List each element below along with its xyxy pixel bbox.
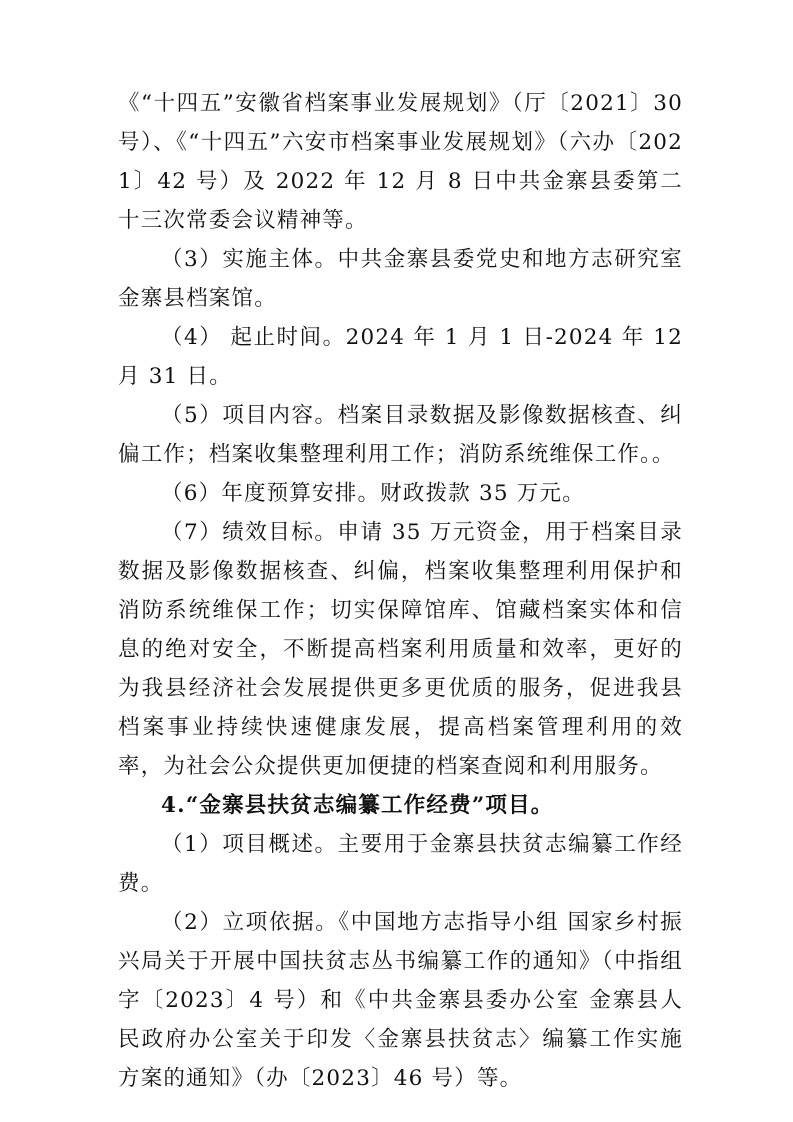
paragraph-implementing-body: （3）实施主体。中共金寨县委党史和地方志研究室金寨县档案馆。 bbox=[118, 247, 683, 311]
paragraph-project-basis: （2）立项依据。《中国地方志指导小组 国家乡村振兴局关于开展中国扶贫志丛书编纂工作的通知》（中指组字〔2023〕4 号）和《中共金寨县委办公室 金寨县人民政府办公室关于印发〈金寨县扶贫志〉编纂工作实施方案的通知》（办〔2023〕46 号）等。 bbox=[118, 910, 683, 1091]
paragraph-basis-continued: 《“十四五”安徽省档案事业发展规划》（厅〔2021〕30 号）、《“十四五”六安市档案事业发展规划》（六办〔2021〕42 号）及 2022 年 12 月 8 日中共金寨县委第二十三次常委会议精神等。 bbox=[118, 91, 683, 233]
document-body bbox=[118, 84, 683, 1098]
paragraph-project-overview: （1）项目概述。主要用于金寨县扶贫志编纂工作经费。 bbox=[118, 832, 683, 896]
paragraph-performance-goal: （7）绩效目标。申请 35 万元资金，用于档案目录数据及影像数据核查、纠偏，档案收集整理利用保护和消防系统维保工作；切实保障馆库、馆藏档案实体和信息的绝对安全，不断提高档案利用质量和效率，更好的为我县经济社会发展提供更多更优质的服务，促进我县档案事业持续快速健康发展，提高档案管理利用的效率，为社会公众提供更加便捷的档案查阅和利用服务。 bbox=[118, 520, 683, 779]
paragraph-period: （4） 起止时间。2024 年 1 月 1 日-2024 年 12 月 31 日。 bbox=[118, 325, 683, 389]
paragraph-annual-budget: （6）年度预算安排。财政拨款 35 万元。 bbox=[161, 481, 585, 506]
paragraph-project-content: （5）项目内容。档案目录数据及影像数据核查、纠偏工作；档案收集整理利用工作；消防系统维保工作。。 bbox=[118, 403, 683, 467]
section-heading-project-4: 4.“金寨县扶贫志编纂工作经费”项目。 bbox=[161, 793, 554, 818]
